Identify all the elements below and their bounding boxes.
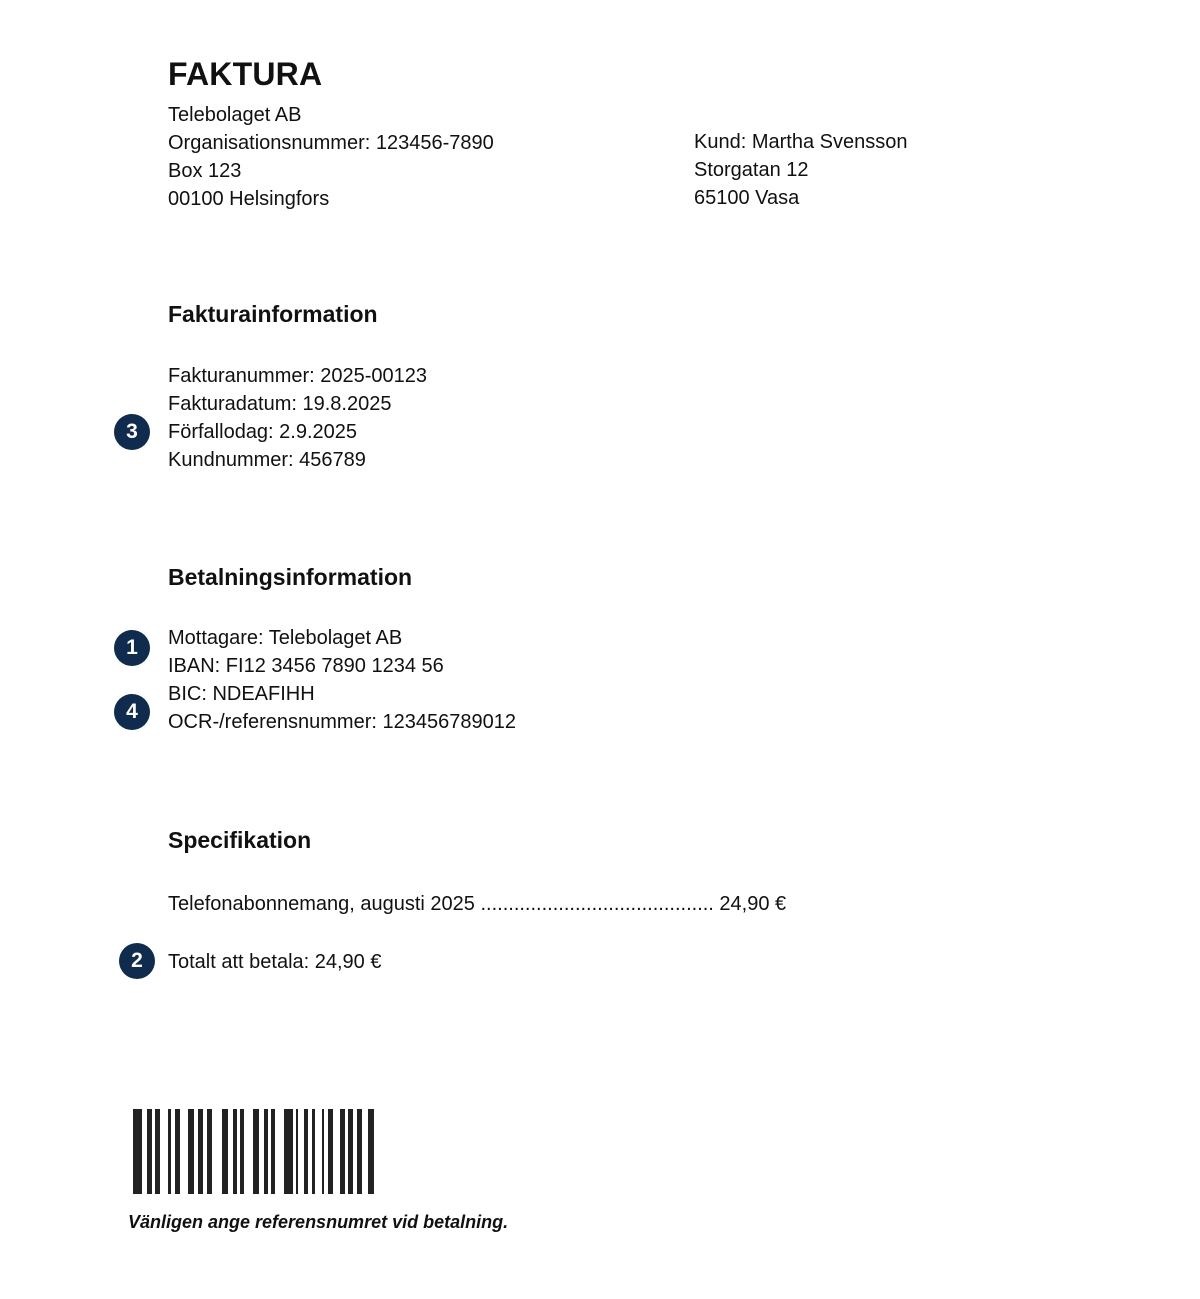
line-item-leader-dots: .......................................... [474,893,720,915]
customer-address-line2: 65100 Vasa [694,187,800,209]
payment-recipient: Mottagare: Telebolaget AB [168,627,403,649]
payment-iban: IBAN: FI12 3456 7890 1234 56 [168,655,444,677]
sender-address-line2: 00100 Helsingfors [168,188,330,210]
customer-name: Kund: Martha Svensson [694,131,908,153]
payment-barcode [133,1109,375,1194]
line-item-amount: 24,90 € [719,893,787,915]
payment-info-block [168,624,516,736]
payment-reference: OCR-/referensnummer: 123456789012 [168,711,516,733]
total-amount: Totalt att betala: 24,90 € [168,951,382,973]
customer-number: Kundnummer: 456789 [168,449,366,471]
sender-org-number: Organisationsnummer: 123456-7890 [168,132,494,154]
invoice-title: FAKTURA [168,56,323,92]
annotation-badge-4: 4 [114,694,150,730]
sender-company: Telebolaget AB [168,104,302,126]
payment-reference-note: Vänligen ange referensnumret vid betalning. [128,1212,509,1232]
invoice-number: Fakturanummer: 2025-00123 [168,365,428,387]
invoice-info-block [168,362,427,474]
specification-line-item [168,890,786,918]
specification-heading: Specifikation [168,827,312,853]
payment-info-heading: Betalningsinformation [168,564,413,590]
line-item-description: Telefonabonnemang, augusti 2025 [168,893,475,915]
customer-block [694,128,907,212]
annotation-badge-3: 3 [114,414,150,450]
annotation-badge-2: 2 [119,943,155,979]
due-date: Förfallodag: 2.9.2025 [168,421,358,443]
invoice-date: Fakturadatum: 19.8.2025 [168,393,392,415]
sender-block [168,101,494,213]
sender-address-line1: Box 123 [168,160,242,182]
customer-address-line1: Storgatan 12 [694,159,809,181]
annotation-badge-1: 1 [114,630,150,666]
invoice-info-heading: Fakturainformation [168,301,378,327]
payment-bic: BIC: NDEAFIHH [168,683,315,705]
